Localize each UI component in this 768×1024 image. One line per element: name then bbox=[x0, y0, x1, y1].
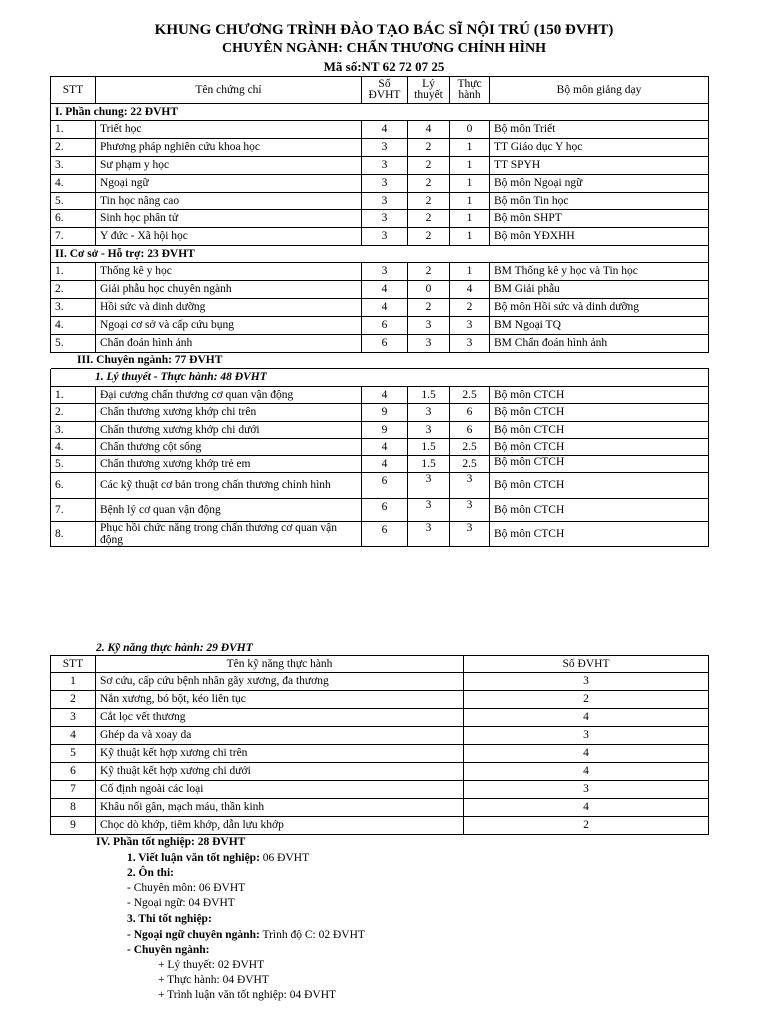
row-number: 7 bbox=[51, 781, 96, 799]
row-number: 8 bbox=[51, 799, 96, 817]
course-name: Chấn thương xương khớp chi trên bbox=[96, 404, 362, 422]
graduation-item-3: 3. Thi tốt nghiệp: bbox=[127, 913, 212, 925]
course-name: Phương pháp nghiên cứu khoa học bbox=[96, 139, 362, 157]
course-credits: 3 bbox=[362, 139, 408, 157]
practice-credits: 1 bbox=[450, 193, 490, 210]
row-number: 6 bbox=[51, 763, 96, 781]
table-row bbox=[51, 422, 709, 439]
course-credits: 3 bbox=[362, 228, 408, 246]
practice-credits: 1 bbox=[450, 175, 490, 193]
course-credits: 4 bbox=[362, 387, 408, 404]
course-credits: 3 bbox=[362, 210, 408, 228]
section-foundation: II. Cơ sở - Hỗ trợ: 23 ĐVHT bbox=[51, 246, 709, 263]
table-row bbox=[51, 281, 709, 299]
theory-credits: 4 bbox=[408, 121, 450, 139]
row-number: 3. bbox=[51, 157, 96, 175]
course-name: Triết học bbox=[96, 121, 362, 139]
table-row bbox=[51, 121, 709, 139]
header-course-name: Tên chứng chỉ bbox=[96, 77, 362, 104]
department: Bộ môn CTCH bbox=[490, 473, 709, 499]
row-number: 6. bbox=[51, 210, 96, 228]
table-row bbox=[51, 175, 709, 193]
graduation-item-3a-label: - Ngoại ngữ chuyên ngành: bbox=[127, 929, 260, 941]
graduation-item-3b2: + Thực hành: 04 ĐVHT bbox=[158, 974, 269, 986]
graduation-item-3a bbox=[127, 929, 365, 942]
theory-credits: 2 bbox=[408, 157, 450, 175]
table-row bbox=[51, 210, 709, 228]
row-number: 5. bbox=[51, 193, 96, 210]
theory-credits: 3 bbox=[408, 499, 450, 522]
table-row bbox=[51, 193, 709, 210]
row-number: 8. bbox=[51, 522, 96, 547]
row-number: 9 bbox=[51, 817, 96, 835]
curriculum-table bbox=[50, 76, 709, 547]
theory-credits: 2 bbox=[408, 175, 450, 193]
row-number: 2. bbox=[51, 139, 96, 157]
theory-credits: 2 bbox=[408, 193, 450, 210]
course-name: Hồi sức và dinh dưỡng bbox=[96, 299, 362, 317]
department: Bộ môn YĐXHH bbox=[490, 228, 709, 246]
course-name: Chẩn đoán hình ảnh bbox=[96, 335, 362, 353]
theory-credits: 3 bbox=[408, 335, 450, 353]
header-credits: Số ĐVHT bbox=[464, 656, 709, 673]
document-title: KHUNG CHƯƠNG TRÌNH ĐÀO TẠO BÁC SĨ NỘI TRÚ (150 ĐVHT) bbox=[154, 22, 614, 38]
row-number: 5. bbox=[51, 335, 96, 353]
header-credits: Số ĐVHT bbox=[362, 77, 408, 104]
table-row bbox=[51, 228, 709, 246]
course-credits: 9 bbox=[362, 404, 408, 422]
skill-name: Khâu nối gân, mạch máu, thần kinh bbox=[96, 799, 464, 817]
skill-name: Kỹ thuật kết hợp xương chi dưới bbox=[96, 763, 464, 781]
table-row bbox=[51, 709, 709, 727]
skill-credits: 3 bbox=[464, 673, 709, 691]
course-credits: 4 bbox=[362, 281, 408, 299]
graduation-item-1-label: 1. Viết luận văn tốt nghiệp: bbox=[127, 852, 260, 864]
course-name: Phục hồi chức năng trong chấn thương cơ quan vận động bbox=[96, 522, 362, 547]
program-code: Mã số:NT 62 72 07 25 bbox=[323, 59, 445, 74]
theory-credits: 3 bbox=[408, 522, 450, 547]
practice-credits: 3 bbox=[450, 317, 490, 335]
skills-table bbox=[50, 655, 709, 835]
course-credits: 4 bbox=[362, 299, 408, 317]
department: Bộ môn Triết bbox=[490, 121, 709, 139]
theory-credits: 1.5 bbox=[408, 387, 450, 404]
row-number: 7. bbox=[51, 499, 96, 522]
practice-credits: 4 bbox=[450, 281, 490, 299]
theory-credits: 2 bbox=[408, 139, 450, 157]
skill-credits: 2 bbox=[464, 691, 709, 709]
table-row bbox=[51, 139, 709, 157]
course-credits: 3 bbox=[362, 263, 408, 281]
subsection-row bbox=[51, 369, 709, 387]
department: Bộ môn CTCH bbox=[490, 422, 709, 439]
department: Bộ môn SHPT bbox=[490, 210, 709, 228]
table-row bbox=[51, 456, 709, 473]
table-row bbox=[51, 499, 709, 522]
course-name: Bệnh lý cơ quan vận động bbox=[96, 499, 362, 522]
course-name: Chấn thương xương khớp chi dưới bbox=[96, 422, 362, 439]
table-row bbox=[51, 387, 709, 404]
department: Bộ môn CTCH bbox=[490, 499, 709, 522]
graduation-item-2a: - Chuyên môn: 06 ĐVHT bbox=[127, 882, 246, 894]
course-name: Thống kê y học bbox=[96, 263, 362, 281]
section-specialty: III. Chuyên ngành: 77 ĐVHT bbox=[51, 353, 709, 369]
graduation-item-3a-value: Trình độ C: 02 ĐVHT bbox=[259, 929, 365, 941]
table-row bbox=[51, 781, 709, 799]
header-department: Bộ môn giảng dạy bbox=[490, 77, 709, 104]
graduation-item-3b3: + Trình luận văn tốt nghiệp: 04 ĐVHT bbox=[158, 989, 337, 1001]
table-row bbox=[51, 157, 709, 175]
course-credits: 4 bbox=[362, 121, 408, 139]
graduation-item-3b: - Chuyên ngành: bbox=[127, 944, 210, 956]
row-number: 1 bbox=[51, 673, 96, 691]
course-name: Ngoại cơ sở và cấp cứu bụng bbox=[96, 317, 362, 335]
row-number: 7. bbox=[51, 228, 96, 246]
course-credits: 4 bbox=[362, 439, 408, 456]
department: Bộ môn Tin học bbox=[490, 193, 709, 210]
course-credits: 9 bbox=[362, 422, 408, 439]
practice-credits: 3 bbox=[450, 473, 490, 499]
skill-credits: 2 bbox=[464, 817, 709, 835]
row-number: 1. bbox=[51, 121, 96, 139]
table-row bbox=[51, 473, 709, 499]
theory-credits: 0 bbox=[408, 281, 450, 299]
table-row bbox=[51, 335, 709, 353]
table-row bbox=[51, 817, 709, 835]
department: Bộ môn CTCH bbox=[490, 439, 709, 456]
header-stt: STT bbox=[51, 77, 96, 104]
graduation-item-1 bbox=[127, 852, 309, 865]
row-number: 4. bbox=[51, 439, 96, 456]
course-credits: 6 bbox=[362, 473, 408, 499]
practice-credits: 3 bbox=[450, 499, 490, 522]
row-number: 3 bbox=[51, 709, 96, 727]
course-name: Chấn thương cột sống bbox=[96, 439, 362, 456]
theory-credits: 3 bbox=[408, 404, 450, 422]
table-row bbox=[51, 404, 709, 422]
document-subtitle: CHUYÊN NGÀNH: CHẤN THƯƠNG CHỈNH HÌNH bbox=[222, 41, 546, 56]
table-row bbox=[51, 439, 709, 456]
skill-name: Cắt lọc vết thương bbox=[96, 709, 464, 727]
table-row bbox=[51, 299, 709, 317]
header-practice: Thực hành bbox=[450, 77, 490, 104]
theory-credits: 1.5 bbox=[408, 456, 450, 473]
graduation-item-1-value: 06 ĐVHT bbox=[259, 852, 310, 864]
section-row bbox=[51, 104, 709, 121]
row-number: 6. bbox=[51, 473, 96, 499]
skill-name: Chọc dò khớp, tiêm khớp, dẫn lưu khớp bbox=[96, 817, 464, 835]
course-name: Sư phạm y học bbox=[96, 157, 362, 175]
course-name: Tin học nâng cao bbox=[96, 193, 362, 210]
theory-credits: 3 bbox=[408, 422, 450, 439]
skill-name: Nắn xương, bó bột, kéo liên tục bbox=[96, 691, 464, 709]
practice-credits: 2.5 bbox=[450, 439, 490, 456]
practice-credits: 2.5 bbox=[450, 387, 490, 404]
header-stt: STT bbox=[51, 656, 96, 673]
table-header-row bbox=[51, 656, 709, 673]
course-name: Giải phẫu học chuyên ngành bbox=[96, 281, 362, 299]
department: Bộ môn CTCH bbox=[490, 456, 709, 473]
department: Bộ môn Hồi sức và dinh dưỡng bbox=[490, 299, 709, 317]
graduation-item-3b1: + Lý thuyết: 02 ĐVHT bbox=[158, 959, 265, 971]
theory-credits: 1.5 bbox=[408, 439, 450, 456]
row-number: 4. bbox=[51, 175, 96, 193]
practice-credits: 1 bbox=[450, 263, 490, 281]
skill-name: Cố định ngoài các loại bbox=[96, 781, 464, 799]
section-row bbox=[51, 246, 709, 263]
skill-name: Ghép da và xoay da bbox=[96, 727, 464, 745]
graduation-item-2: 2. Ôn thi: bbox=[127, 867, 174, 879]
practice-credits: 3 bbox=[450, 522, 490, 547]
course-credits: 3 bbox=[362, 175, 408, 193]
skill-name: Kỹ thuật kết hợp xương chi trên bbox=[96, 745, 464, 763]
skill-credits: 3 bbox=[464, 781, 709, 799]
row-number: 2. bbox=[51, 404, 96, 422]
subsection-theory-practice: 1. Lý thuyết - Thực hành: 48 ĐVHT bbox=[51, 369, 709, 387]
course-credits: 6 bbox=[362, 499, 408, 522]
row-number: 5 bbox=[51, 745, 96, 763]
table-row bbox=[51, 745, 709, 763]
skill-name: Sơ cứu, cấp cứu bệnh nhân gãy xương, đa thương bbox=[96, 673, 464, 691]
row-number: 3. bbox=[51, 422, 96, 439]
course-name: Đại cương chấn thương cơ quan vận động bbox=[96, 387, 362, 404]
course-credits: 6 bbox=[362, 317, 408, 335]
graduation-item-2b: - Ngoại ngữ: 04 ĐVHT bbox=[127, 897, 235, 909]
skill-credits: 4 bbox=[464, 763, 709, 781]
department: Bộ môn CTCH bbox=[490, 522, 709, 547]
practice-credits: 6 bbox=[450, 404, 490, 422]
course-credits: 3 bbox=[362, 193, 408, 210]
course-name: Chấn thương xương khớp trẻ em bbox=[96, 456, 362, 473]
department: BM Giải phẫu bbox=[490, 281, 709, 299]
section-general: I. Phần chung: 22 ĐVHT bbox=[51, 104, 709, 121]
department: BM Thống kê y học và Tin học bbox=[490, 263, 709, 281]
department: BM Ngoại TQ bbox=[490, 317, 709, 335]
department: Bộ môn CTCH bbox=[490, 404, 709, 422]
theory-credits: 2 bbox=[408, 228, 450, 246]
skills-title: 2. Kỹ năng thực hành: 29 ĐVHT bbox=[96, 642, 253, 654]
table-row bbox=[51, 691, 709, 709]
course-name: Ngoại ngữ bbox=[96, 175, 362, 193]
theory-credits: 2 bbox=[408, 263, 450, 281]
table-row bbox=[51, 522, 709, 547]
practice-credits: 1 bbox=[450, 228, 490, 246]
theory-credits: 3 bbox=[408, 317, 450, 335]
header-theory: Lý thuyết bbox=[408, 77, 450, 104]
table-row bbox=[51, 673, 709, 691]
table-header-row bbox=[51, 77, 709, 104]
practice-credits: 1 bbox=[450, 157, 490, 175]
practice-credits: 3 bbox=[450, 335, 490, 353]
skill-credits: 4 bbox=[464, 799, 709, 817]
practice-credits: 1 bbox=[450, 210, 490, 228]
row-number: 3. bbox=[51, 299, 96, 317]
department: TT Giáo dục Y học bbox=[490, 139, 709, 157]
row-number: 4. bbox=[51, 317, 96, 335]
row-number: 1. bbox=[51, 263, 96, 281]
department: TT SPYH bbox=[490, 157, 709, 175]
course-name: Y đức - Xã hội học bbox=[96, 228, 362, 246]
table-row bbox=[51, 799, 709, 817]
row-number: 4 bbox=[51, 727, 96, 745]
practice-credits: 0 bbox=[450, 121, 490, 139]
theory-credits: 2 bbox=[408, 299, 450, 317]
graduation-title: IV. Phần tốt nghiệp: 28 ĐVHT bbox=[96, 836, 246, 848]
practice-credits: 1 bbox=[450, 139, 490, 157]
table-row bbox=[51, 763, 709, 781]
skill-credits: 4 bbox=[464, 745, 709, 763]
course-credits: 3 bbox=[362, 157, 408, 175]
practice-credits: 6 bbox=[450, 422, 490, 439]
theory-credits: 3 bbox=[408, 473, 450, 499]
table-row bbox=[51, 317, 709, 335]
row-number: 5. bbox=[51, 456, 96, 473]
header-skill-name: Tên kỹ năng thực hành bbox=[96, 656, 464, 673]
skill-credits: 4 bbox=[464, 709, 709, 727]
department: Bộ môn CTCH bbox=[490, 387, 709, 404]
department: Bộ môn Ngoại ngữ bbox=[490, 175, 709, 193]
skill-credits: 3 bbox=[464, 727, 709, 745]
row-number: 2. bbox=[51, 281, 96, 299]
course-credits: 6 bbox=[362, 335, 408, 353]
theory-credits: 2 bbox=[408, 210, 450, 228]
row-number: 1. bbox=[51, 387, 96, 404]
department: BM Chẩn đoán hình ảnh bbox=[490, 335, 709, 353]
practice-credits: 2.5 bbox=[450, 456, 490, 473]
table-row bbox=[51, 263, 709, 281]
row-number: 2 bbox=[51, 691, 96, 709]
course-credits: 4 bbox=[362, 456, 408, 473]
practice-credits: 2 bbox=[450, 299, 490, 317]
section-row bbox=[51, 353, 709, 369]
table-row bbox=[51, 727, 709, 745]
course-credits: 6 bbox=[362, 522, 408, 547]
course-name: Sinh học phân tử bbox=[96, 210, 362, 228]
course-name: Các kỹ thuật cơ bản trong chấn thương chỉnh hình bbox=[96, 473, 362, 499]
